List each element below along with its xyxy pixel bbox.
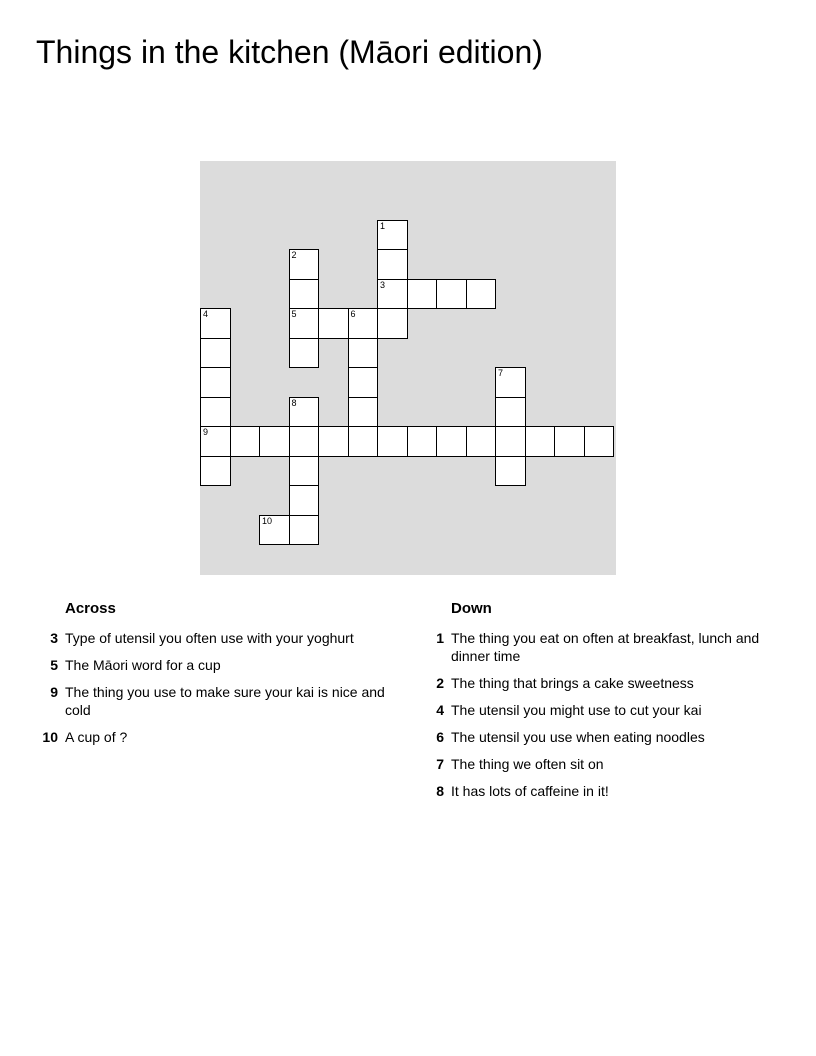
clue-number: 4 (436, 702, 444, 718)
grid-cell[interactable] (289, 279, 320, 310)
grid-cell[interactable] (318, 308, 349, 339)
clue-number: 4 (203, 309, 209, 319)
clue-text: The Māori word for a cup (65, 657, 221, 673)
grid-cell[interactable] (407, 426, 438, 457)
clue-text: It has lots of caffeine in it! (451, 783, 609, 799)
grid-cell[interactable] (495, 426, 526, 457)
down-clue (422, 755, 792, 773)
grid-cell[interactable] (466, 279, 497, 310)
grid-cell[interactable] (200, 367, 231, 398)
clue-number: 5 (291, 309, 297, 319)
grid-cell[interactable] (259, 515, 290, 546)
grid-cell[interactable] (495, 456, 526, 487)
grid-cell[interactable] (377, 249, 408, 280)
down-clue-list (422, 629, 792, 800)
clue-text: The utensil you use when eating noodles (451, 729, 705, 745)
clue-text: The thing you use to make sure your kai is nice and cold (65, 684, 385, 718)
grid-cell[interactable] (348, 338, 379, 369)
clue-number: 8 (291, 397, 297, 408)
grid-cell[interactable] (289, 338, 320, 369)
grid-cell[interactable] (200, 456, 231, 487)
clue-text: Type of utensil you often use with your yoghurt (65, 630, 354, 646)
across-clues (36, 600, 396, 755)
clue-number: 3 (380, 279, 386, 290)
grid-cell[interactable] (554, 426, 585, 457)
clue-number: 10 (262, 515, 273, 526)
across-clue (36, 656, 396, 674)
grid-cell[interactable] (407, 279, 438, 310)
grid-cell[interactable] (318, 426, 349, 457)
grid-cell[interactable] (289, 515, 320, 546)
grid-cell[interactable] (377, 426, 408, 457)
clue-number: 3 (50, 630, 58, 646)
grid-cell[interactable] (200, 397, 231, 428)
grid-cell[interactable] (495, 397, 526, 428)
grid-cell[interactable] (230, 426, 261, 457)
across-clue (36, 728, 396, 746)
down-clue (422, 629, 792, 665)
down-heading: Down (451, 600, 492, 617)
clue-number: 7 (498, 368, 504, 378)
grid-cell[interactable] (348, 367, 379, 398)
grid-cell[interactable] (289, 426, 320, 457)
clue-number: 10 (42, 729, 58, 745)
clue-text: The thing we often sit on (451, 756, 604, 772)
grid-cell[interactable] (348, 308, 379, 339)
clue-number: 1 (380, 220, 386, 231)
clue-number: 9 (203, 427, 209, 437)
clue-text: The thing you eat on often at breakfast, lunch and dinner time (451, 630, 760, 664)
down-clue (422, 782, 792, 800)
clue-text: The utensil you might use to cut your kai (451, 702, 702, 718)
clue-number: 6 (350, 309, 356, 319)
grid-cell[interactable] (466, 426, 497, 457)
grid-cell[interactable] (289, 485, 320, 516)
grid-cell[interactable] (377, 220, 408, 251)
grid-cell[interactable] (377, 279, 408, 310)
clue-number: 2 (436, 675, 444, 691)
down-clue (422, 701, 792, 719)
grid-cell[interactable] (200, 426, 231, 457)
clue-number: 1 (436, 630, 444, 646)
grid-cell[interactable] (348, 397, 379, 428)
grid-cell[interactable] (259, 426, 290, 457)
clue-text: A cup of ? (65, 729, 128, 745)
grid-cell[interactable] (289, 249, 320, 280)
across-heading: Across (65, 600, 116, 617)
grid-cell[interactable] (525, 426, 556, 457)
grid-cell[interactable] (377, 308, 408, 339)
grid-cell[interactable] (436, 426, 467, 457)
across-clue (36, 683, 396, 719)
grid-cell[interactable] (200, 338, 231, 369)
clue-number: 2 (291, 250, 297, 260)
down-clue (422, 674, 792, 692)
grid-cell[interactable] (289, 456, 320, 487)
clue-number: 9 (50, 684, 58, 700)
clue-text: The thing that brings a cake sweetness (451, 675, 694, 691)
across-clue (36, 629, 396, 647)
down-clues (422, 600, 792, 809)
grid-cell[interactable] (289, 397, 320, 428)
across-clue-list (36, 629, 396, 746)
grid-cell[interactable] (348, 426, 379, 457)
down-clue (422, 728, 792, 746)
crossword-grid (200, 161, 616, 575)
grid-cell[interactable] (495, 367, 526, 398)
clue-number: 6 (436, 729, 444, 745)
grid-cell[interactable] (436, 279, 467, 310)
clue-number: 7 (436, 756, 444, 772)
clue-number: 8 (436, 783, 444, 799)
grid-cell[interactable] (584, 426, 615, 457)
page-title: Things in the kitchen (Māori edition) (36, 34, 543, 70)
grid-cell[interactable] (200, 308, 231, 339)
grid-cell[interactable] (289, 308, 320, 339)
clue-number: 5 (50, 657, 58, 673)
